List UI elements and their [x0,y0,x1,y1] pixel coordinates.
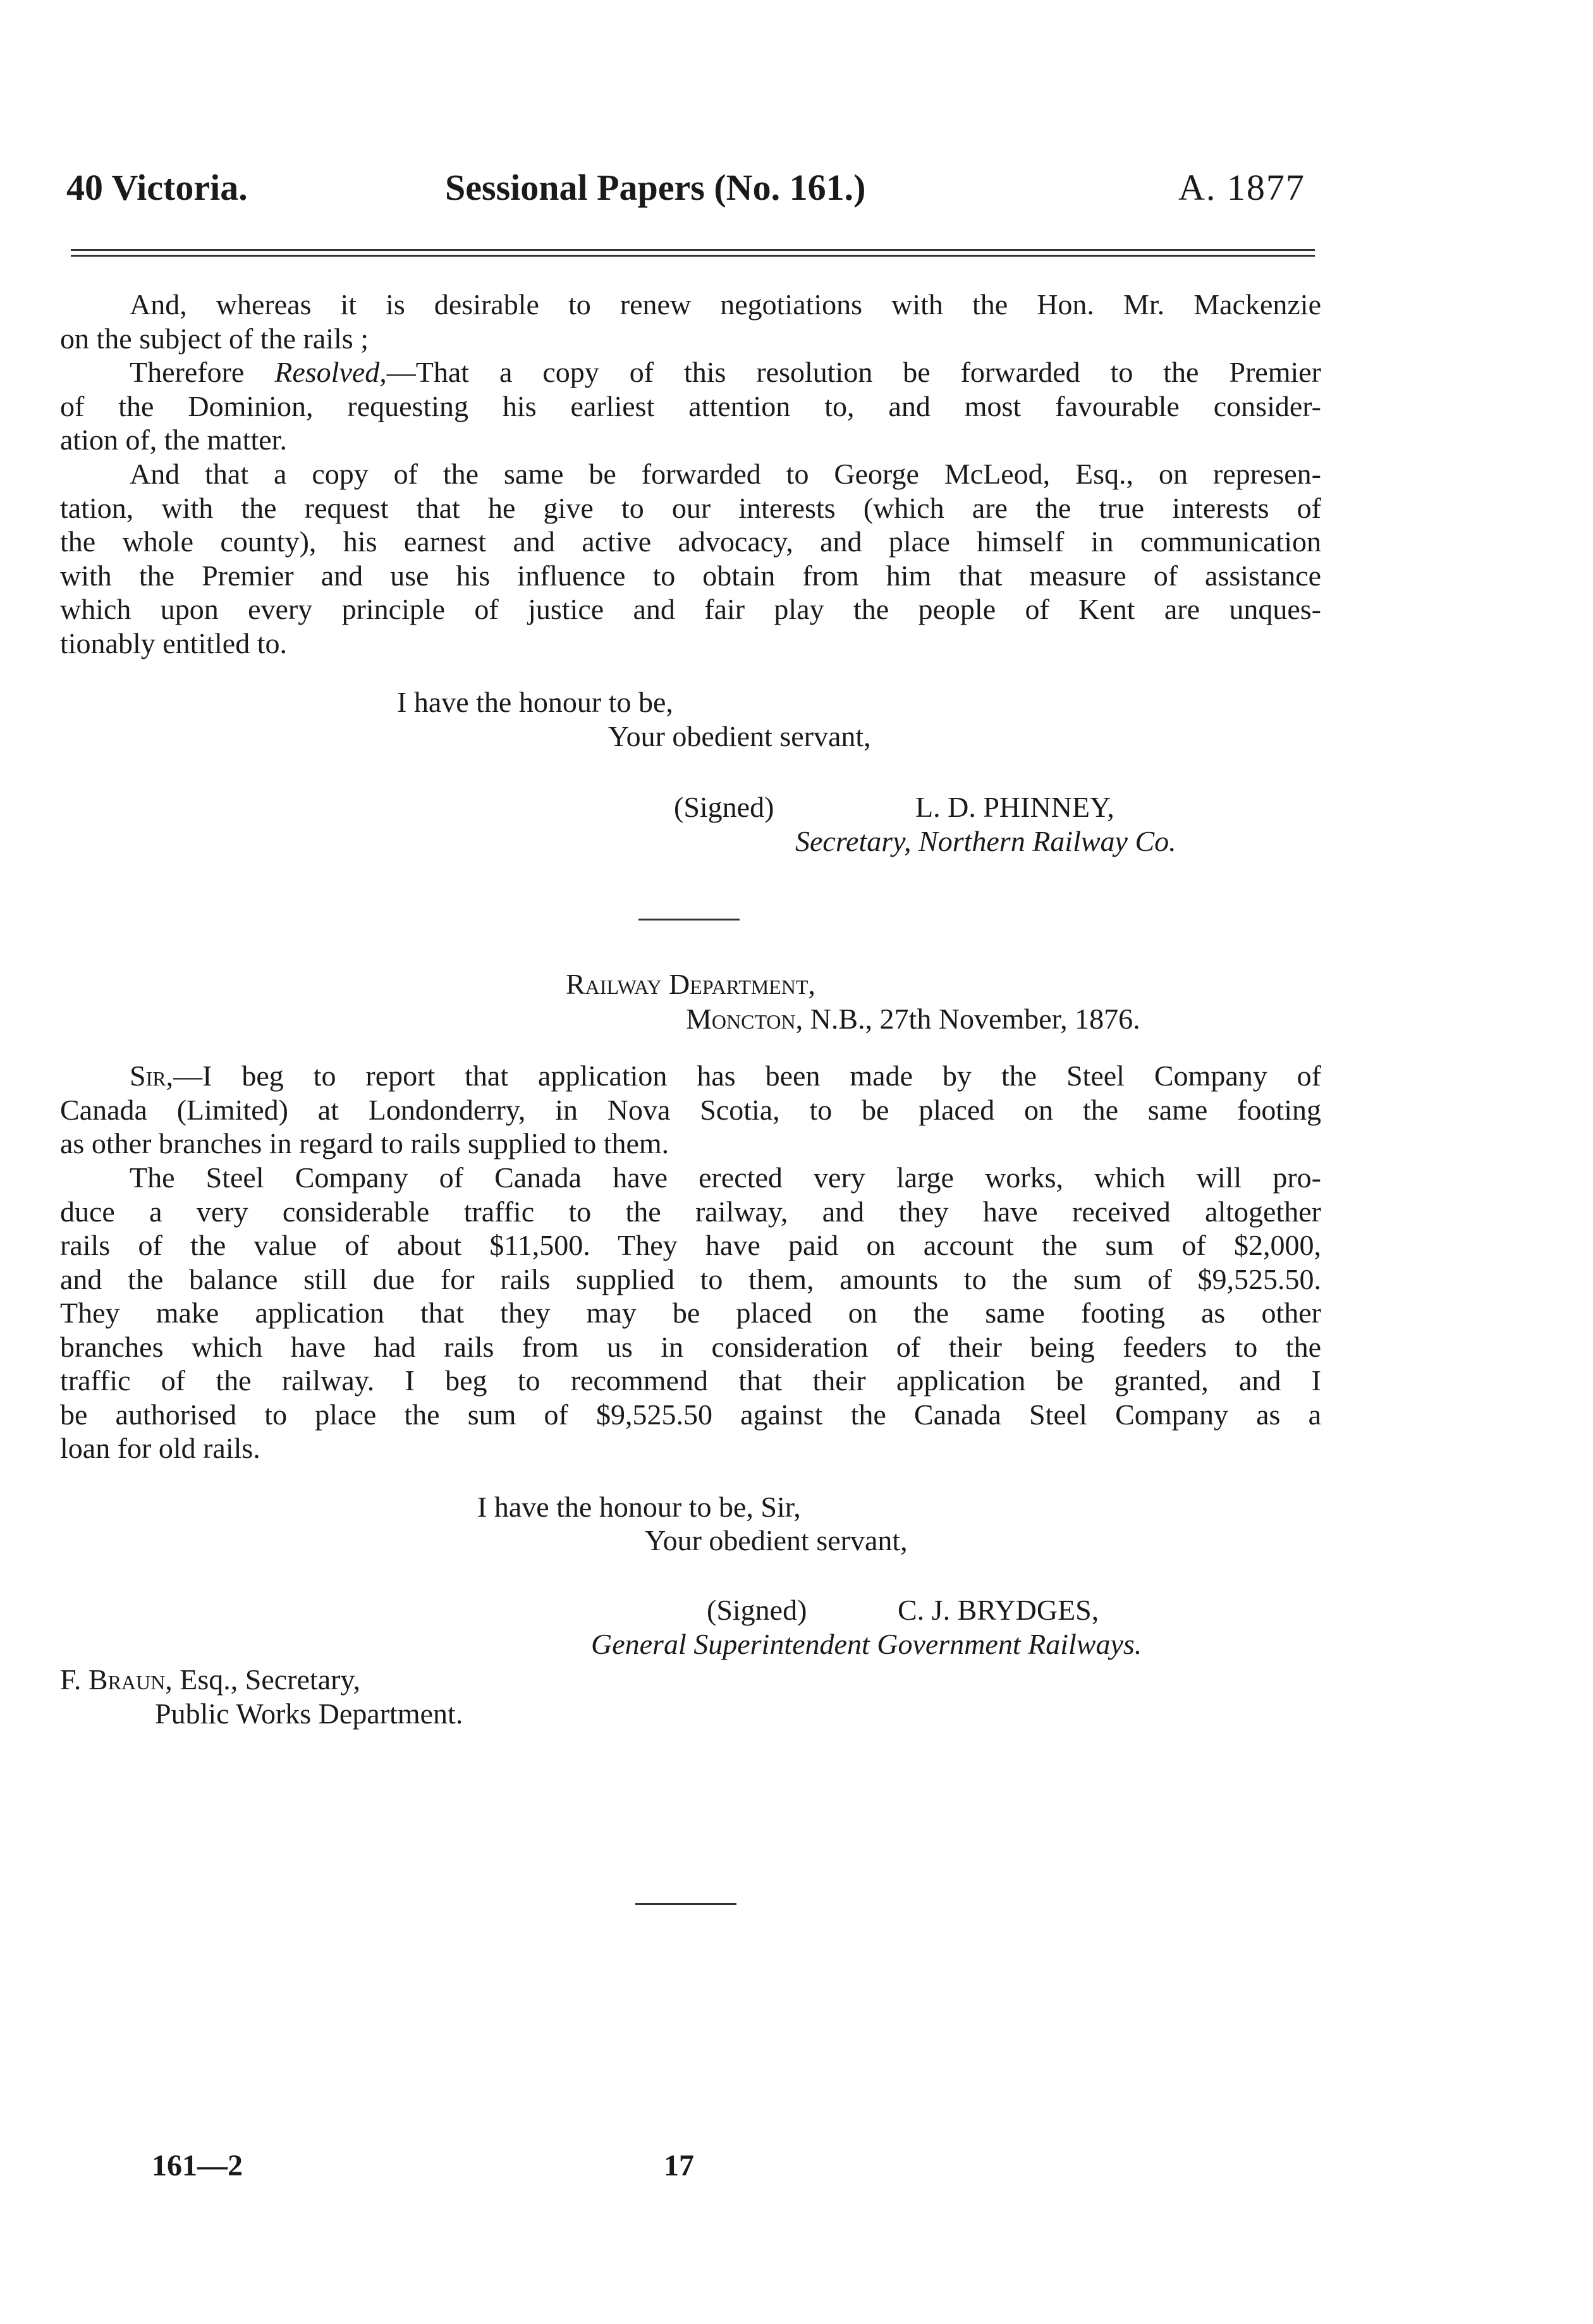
signatory-name: C. J. BRYDGES, [898,1594,1099,1626]
text-line: duce a very considerable traffic to the railway, and they have received altogether [60,1195,1321,1228]
letter-department: Railway Department, [566,968,815,1000]
text-line: the whole county), his earnest and active advocacy, and place himself in communication [60,525,1321,558]
paragraph-copy [60,457,1321,660]
text-line: tation, with the request that he give to our interests (which are the true interests of [60,491,1321,524]
closing-servant: Your obedient servant, [608,720,871,752]
header-rule-bottom [71,255,1315,257]
text-fragment: Therefore [130,356,275,388]
text-line: loan for old rails. [60,1432,260,1464]
salutation: Sir, [130,1060,174,1092]
place-name: Moncton [686,1003,796,1035]
signed-label: (Signed) [674,791,774,823]
text-line: be authorised to place the sum of $9,525.50 against the Canada Steel Company as a [60,1398,1321,1431]
text-line: with the Premier and use his influence to obtain from him that measure of assistance [60,559,1321,592]
addressee-department: Public Works Department. [155,1697,463,1730]
closing-servant: Your obedient servant, [645,1524,908,1556]
addressee [60,1663,360,1696]
text-line: tionably entitled to. [60,627,287,659]
footer-signature-mark: 161—2 [152,2149,243,2182]
text-line: traffic of the railway. I beg to recommend that their application be granted, and I [60,1364,1321,1397]
signed-label: (Signed) [707,1594,807,1626]
signatory-title: General Superintendent Government Railways. [591,1628,1142,1660]
text-fragment: —I beg to report that application has been made by the Steel Company of [173,1060,1321,1092]
paragraph-whereas [60,288,1321,355]
header-year: A. 1877 [1178,167,1305,208]
text-line: And that a copy of the same be forwarded to George McLeod, Esq., on represen- [130,458,1321,490]
text-fragment: —That a copy of this resolution be forwarded to the Premier [386,356,1322,388]
addressee-role: , Esq., Secretary, [165,1663,360,1696]
letter-date [686,1002,1140,1036]
text-line: The Steel Company of Canada have erected very large works, which will pro- [130,1161,1321,1194]
text-line: branches which have had rails from us in consideration of their being feeders to the [60,1330,1321,1363]
text-line: ation of, the matter. [60,424,287,456]
text-line: and the balance still due for rails supplied to them, amounts to the sum of $9,525.50. [60,1263,1321,1295]
closing-honour: I have the honour to be, [397,686,673,718]
text-line: And, whereas it is desirable to renew negotiations with the Hon. Mr. Mackenzie [130,288,1321,321]
text-line: Canada (Limited) at Londonderry, in Nova Scotia, to be placed on the same footing [60,1093,1321,1126]
signatory-title: Secretary, Northern Railway Co. [795,825,1176,857]
section-separator [635,1903,736,1905]
paragraph-steel-company [60,1161,1321,1465]
text-line [60,355,1321,389]
text-line: which upon every principle of justice and fair play the people of Kent are unques- [60,593,1321,625]
text-line: on the subject of the rails ; [60,322,369,355]
closing-honour: I have the honour to be, Sir, [477,1491,801,1523]
text-line: of the Dominion, requesting his earliest attention to, and most favourable consider- [60,389,1321,422]
paragraph-resolved [60,355,1321,457]
header-rule-top [71,249,1315,251]
signatory-name: L. D. PHINNEY, [915,791,1114,823]
text-line: They make application that they may be placed on the same footing as other [60,1297,1321,1329]
paragraph-application [60,1059,1321,1161]
header-session: 40 Victoria. [66,167,248,208]
section-separator [638,919,740,920]
addressee-name: F. Braun [60,1663,166,1696]
page-number: 17 [664,2149,694,2182]
text-line: rails of the value of about $11,500. They have paid on account the sum of $2,000, [60,1229,1321,1261]
text-line: as other branches in regard to rails supplied to them. [60,1127,669,1159]
header-title: Sessional Papers (No. 161.) [445,167,866,208]
text-line [60,1059,1321,1093]
resolved-word: Resolved, [274,356,387,388]
date-text: , N.B., 27th November, 1876. [795,1003,1140,1035]
